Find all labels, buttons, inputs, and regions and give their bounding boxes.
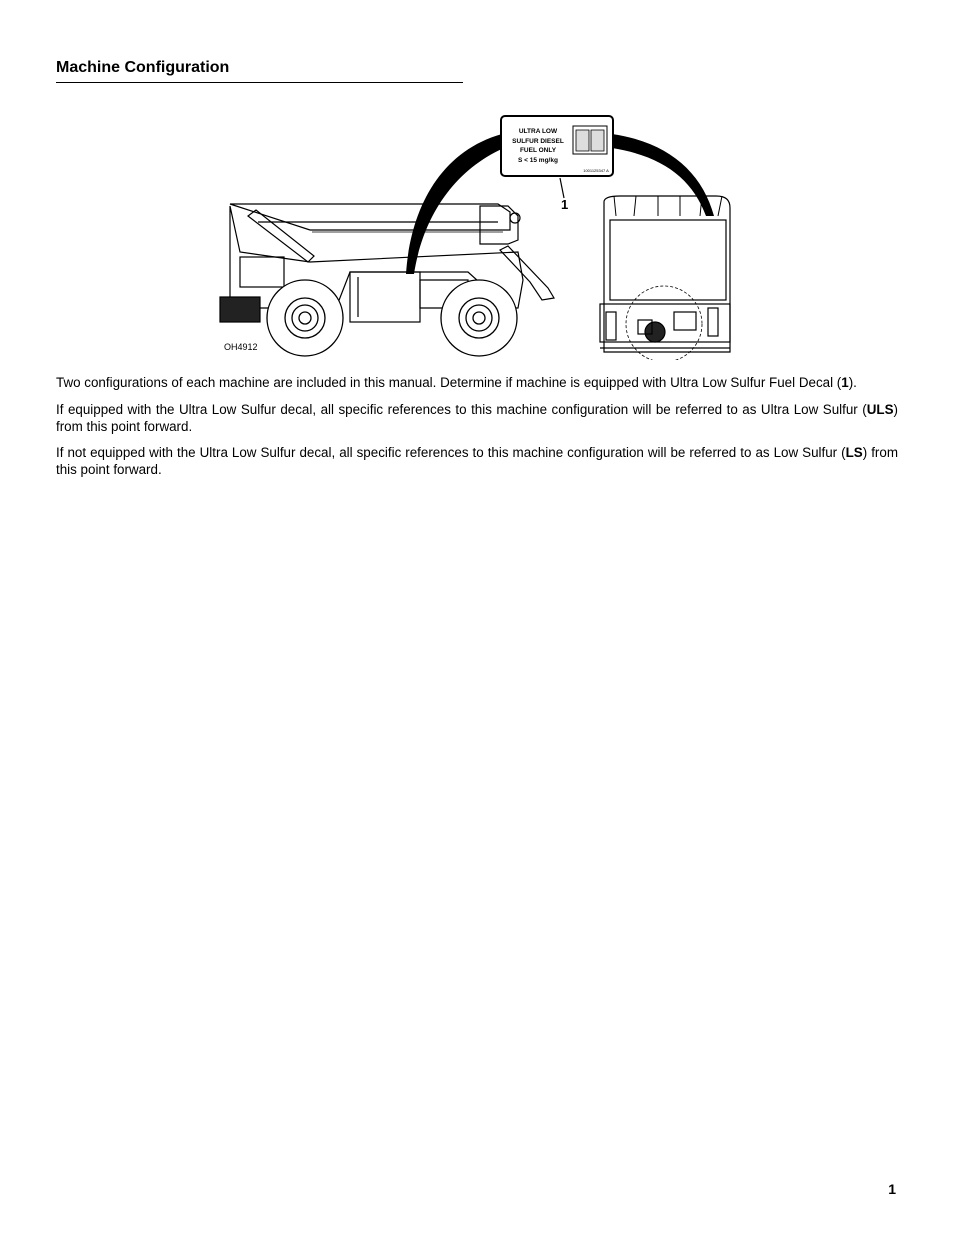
callout-leader <box>560 178 564 198</box>
page-number: 1 <box>888 1181 896 1197</box>
decal-line-4: S < 15 mg/kg <box>518 157 558 164</box>
figure-id: OH4912 <box>224 342 258 352</box>
heading-rule <box>56 82 463 83</box>
decal-leader-right <box>612 134 714 216</box>
decal-line-3: FUEL ONLY <box>519 147 557 154</box>
rear-wheel <box>267 280 343 356</box>
fuel-decal <box>501 116 613 176</box>
paragraph-3-text: If not equipped with the Ultra Low Sulfur decal, all specific references to this machine configuration will be referred to as Low Sulfur ( <box>56 445 846 460</box>
decal-part-number: 1001125347 A <box>583 168 609 173</box>
front-wheel <box>441 280 517 356</box>
paragraph-1-text: Two configurations of each machine are included in this manual. Determine if machine is equipped with Ultra Low Sulfur Fuel Decal ( <box>56 375 842 390</box>
paragraph-2 <box>56 401 898 435</box>
paragraph-2-text: If equipped with the Ultra Low Sulfur decal, all specific references to this machine configuration will be referred to as Ultra Low Sulfur ( <box>56 402 867 417</box>
paragraph-1-end: ). <box>848 375 857 390</box>
decal-line-2: SULFUR DIESEL <box>512 138 564 145</box>
telehandler-rear-view <box>600 196 730 360</box>
paragraph-3-abbrev: LS <box>845 445 863 460</box>
section-heading: Machine Configuration <box>56 59 230 76</box>
decal-line-1: ULTRA LOW <box>518 128 558 135</box>
manual-book-icon <box>573 126 607 154</box>
paragraph-3-end: ) from this point forward. <box>56 445 898 477</box>
callout-number: 1 <box>561 197 569 212</box>
paragraph-1 <box>56 374 898 391</box>
paragraph-3 <box>56 444 898 478</box>
machine-figure <box>218 112 738 360</box>
paragraph-2-abbrev: ULS <box>866 402 894 417</box>
paragraph-2-end: ) from this point forward. <box>56 402 898 434</box>
paragraph-1-callout: 1 <box>841 375 849 390</box>
